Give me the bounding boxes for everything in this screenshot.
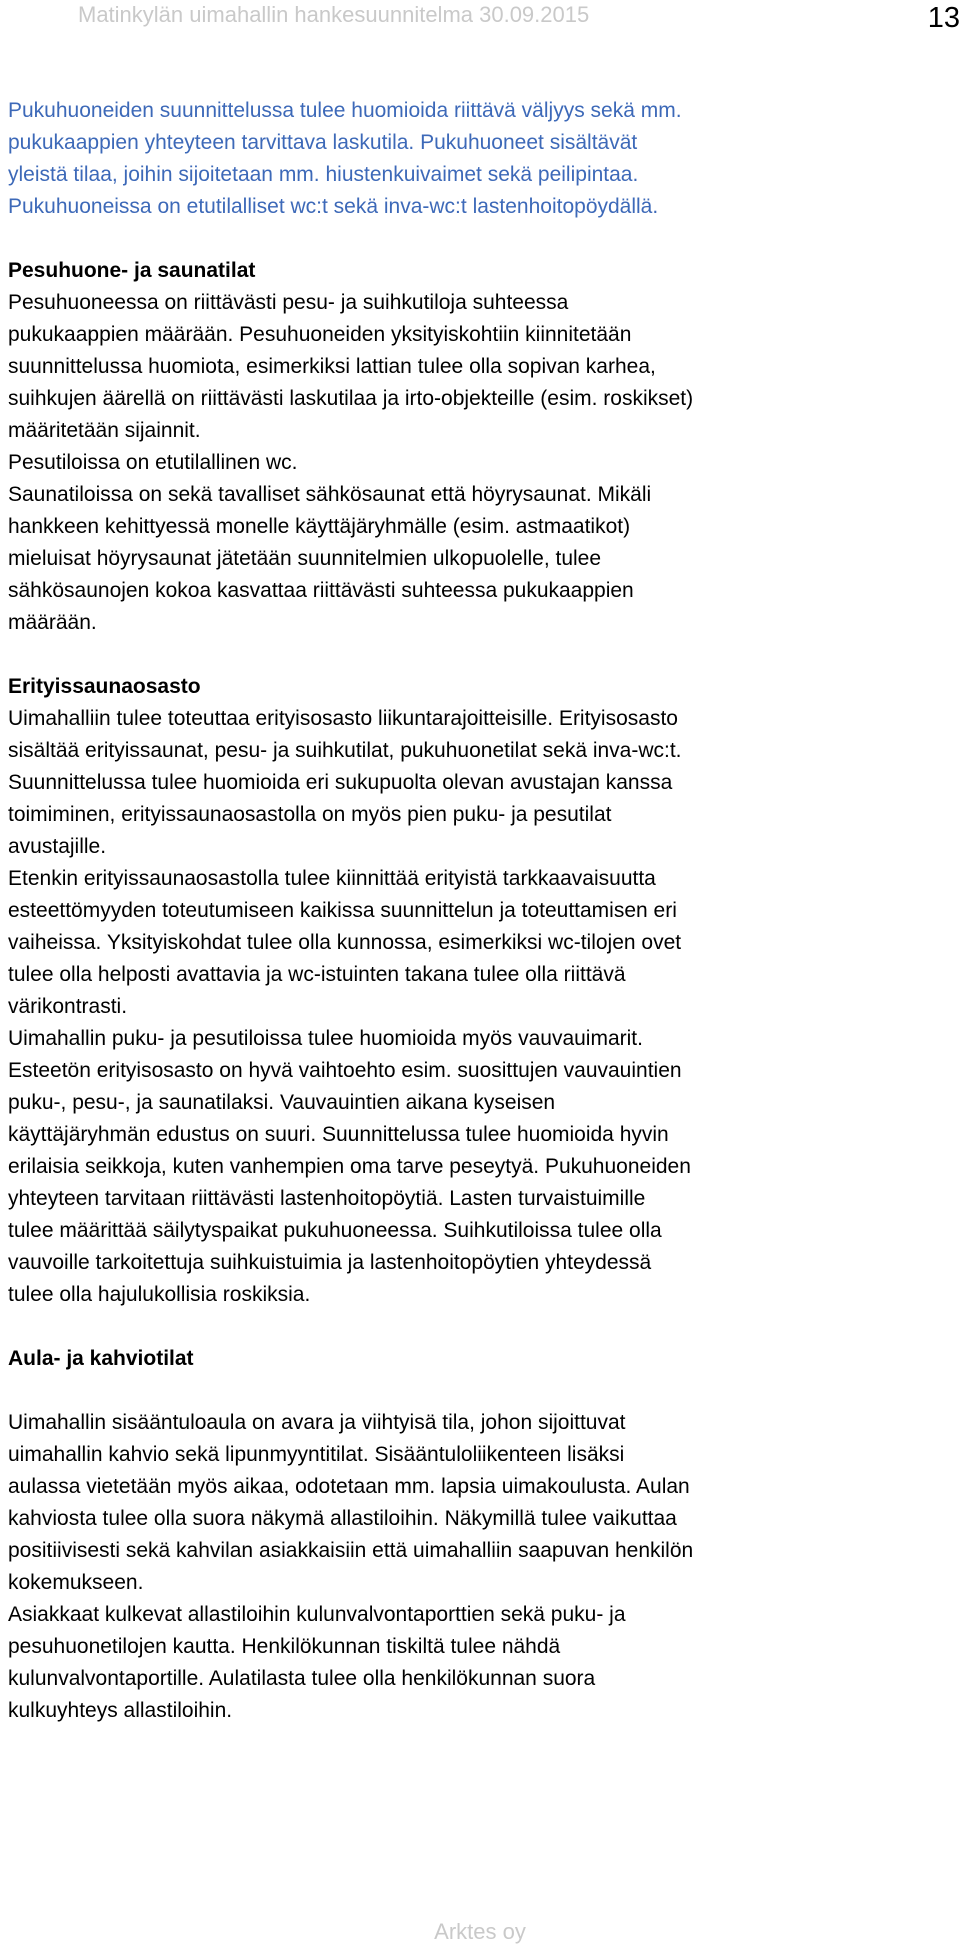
text-line: käyttäjäryhmän edustus on suuri. Suunnittelussa tulee huomioida hyvin bbox=[8, 1123, 669, 1146]
text-line: suunnittelussa huomiota, esimerkiksi lattian tulee olla sopivan karhea, bbox=[8, 355, 656, 378]
text-line: pesuhuonetilojen kautta. Henkilökunnan tiskiltä tulee nähdä bbox=[8, 1635, 561, 1658]
text-line: yleistä tilaa, joihin sijoitetaan mm. hiustenkuivaimet sekä peilipintaa. bbox=[8, 163, 639, 186]
page-header-title: Matinkylän uimahallin hankesuunnitelma 30.09.2015 bbox=[78, 2, 590, 27]
text-line: pukukaappien määrään. Pesuhuoneiden yksityiskohtiin kiinnitetään bbox=[8, 323, 632, 346]
page-number: 13 bbox=[927, 2, 960, 34]
page-footer: Arktes oy bbox=[434, 1919, 526, 1944]
section-pesuhuone bbox=[8, 255, 960, 639]
text-line: aulassa vietetään myös aikaa, odotetaan mm. lapsia uimakoulusta. Aulan bbox=[8, 1475, 690, 1498]
text-line: Pukuhuoneissa on etutilalliset wc:t sekä inva-wc:t lastenhoitopöydällä. bbox=[8, 195, 659, 218]
text-line: määritetään sijainnit. bbox=[8, 419, 201, 442]
text-line: Suunnittelussa tulee huomioida eri sukupuolta olevan avustajan kanssa bbox=[8, 771, 673, 794]
text-line: suihkujen äärellä on riittävästi laskutilaa ja irto-objekteille (esim. roskikset) bbox=[8, 387, 694, 410]
document-body bbox=[8, 95, 960, 1727]
text-line: Uimahalliin tulee toteuttaa erityisosasto liikuntarajoitteisille. Erityisosasto bbox=[8, 707, 678, 730]
text-line: Saunatiloissa on sekä tavalliset sähkösaunat että höyrysaunat. Mikäli bbox=[8, 483, 652, 506]
text-line: Etenkin erityissaunaosastolla tulee kiinnittää erityistä tarkkaavaisuutta bbox=[8, 867, 656, 890]
text-line: positiivisesti sekä kahvilan asiakkaisiin että uimahalliin saapuvan henkilön bbox=[8, 1539, 694, 1562]
section-erityissauna bbox=[8, 671, 960, 1311]
text-line: toimiminen, erityissaunaosastolla on myös pien puku- ja pesutilat bbox=[8, 803, 612, 826]
text-line: mieluisat höyrysaunat jätetään suunnitelmien ulkopuolelle, tulee bbox=[8, 547, 602, 570]
text-line: Uimahallin sisääntuloaula on avara ja viihtyisä tila, johon sijoittuvat bbox=[8, 1411, 626, 1434]
text-line: sisältää erityissaunat, pesu- ja suihkutilat, pukuhuonetilat sekä inva-wc:t. bbox=[8, 739, 682, 762]
text-line: tulee olla hajulukollisia roskiksia. bbox=[8, 1283, 311, 1306]
section-heading: Pesuhuone- ja saunatilat bbox=[8, 259, 256, 282]
text-line: Pesuhuoneessa on riittävästi pesu- ja suihkutiloja suhteessa bbox=[8, 291, 569, 314]
section-aula bbox=[8, 1343, 960, 1727]
section-heading: Aula- ja kahviotilat bbox=[8, 1347, 194, 1370]
text-line: Esteetön erityisosasto on hyvä vaihtoehto esim. suosittujen vauvauintien bbox=[8, 1059, 682, 1082]
text-line: uimahallin kahvio sekä lipunmyyntitilat. Sisääntuloliikenteen lisäksi bbox=[8, 1443, 625, 1466]
text-line: puku-, pesu-, ja saunatilaksi. Vauvauintien aikana kyseisen bbox=[8, 1091, 556, 1114]
text-line: erilaisia seikkoja, kuten vanhempien oma tarve peseytyä. Pukuhuoneiden bbox=[8, 1155, 691, 1178]
text-line: esteettömyyden toteutumiseen kaikissa suunnittelun ja toteuttamisen eri bbox=[8, 899, 677, 922]
text-line: yhteyteen tarvitaan riittävästi lastenhoitopöytiä. Lasten turvaistuimille bbox=[8, 1187, 646, 1210]
text-line: avustajille. bbox=[8, 835, 107, 858]
text-line: kulkuyhteys allastiloihin. bbox=[8, 1699, 233, 1722]
text-line: hankkeen kehittyessä monelle käyttäjäryhmälle (esim. astmaatikot) bbox=[8, 515, 631, 538]
text-line: vauvoille tarkoitettuja suihkuistuimia ja lastenhoitopöytien yhteydessä bbox=[8, 1251, 652, 1274]
text-line: värikontrasti. bbox=[8, 995, 128, 1018]
text-line: tulee määrittää säilytyspaikat pukuhuoneessa. Suihkutiloissa tulee olla bbox=[8, 1219, 662, 1242]
text-line: sähkösaunojen kokoa kasvattaa riittävästi suhteessa pukukaappien bbox=[8, 579, 634, 602]
text-line: tulee olla helposti avattavia ja wc-istuinten takana tulee olla riittävä bbox=[8, 963, 626, 986]
text-line: pukukaappien yhteyteen tarvittava laskutila. Pukuhuoneet sisältävät bbox=[8, 131, 638, 154]
text-line: Asiakkaat kulkevat allastiloihin kulunvalvontaporttien sekä puku- ja bbox=[8, 1603, 626, 1626]
text-line: Pukuhuoneiden suunnittelussa tulee huomioida riittävä väljyys sekä mm. bbox=[8, 99, 682, 122]
text-line: vaiheissa. Yksityiskohdat tulee olla kunnossa, esimerkiksi wc-tilojen ovet bbox=[8, 931, 682, 954]
text-line: Pesutiloissa on etutilallinen wc. bbox=[8, 451, 298, 474]
text-line: Uimahallin puku- ja pesutiloissa tulee huomioida myös vauvauimarit. bbox=[8, 1027, 643, 1050]
intro-paragraph bbox=[8, 95, 960, 223]
section-heading: Erityissaunaosasto bbox=[8, 675, 201, 698]
text-line: kahviosta tulee olla suora näkymä allastiloihin. Näkymillä tulee vaikuttaa bbox=[8, 1507, 677, 1530]
text-line: määrään. bbox=[8, 611, 97, 634]
text-line: kokemukseen. bbox=[8, 1571, 144, 1594]
text-line: kulunvalvontaportille. Aulatilasta tulee olla henkilökunnan suora bbox=[8, 1667, 596, 1690]
